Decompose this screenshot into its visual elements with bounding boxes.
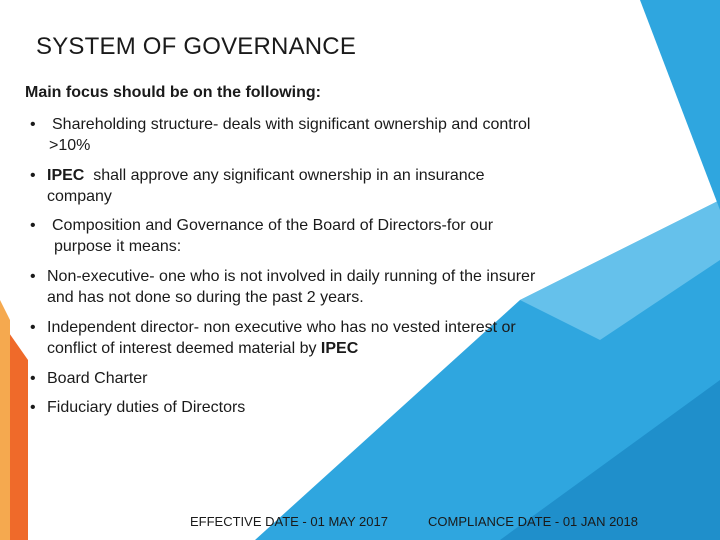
bullet-text-line2-rest: conflict of interest deemed material by (47, 340, 321, 357)
bullet-text-line1: Independent director- non executive who has no vested interest or (47, 319, 516, 336)
bullet-dot: • (30, 268, 36, 285)
bullet-text-line1: Fiduciary duties of Directors (47, 399, 246, 416)
ipec-bold-text: IPEC (47, 167, 85, 184)
effective-date-footer: EFFECTIVE DATE - 01 MAY 2017 (190, 514, 388, 529)
bullet-text-line2: and has not done so during the past 2 years. (47, 289, 364, 306)
bullet-text-line1-rest: shall approve any significant ownership in an insurance (84, 167, 485, 184)
ipec-bold-text: IPEC (320, 340, 359, 357)
bullet-dot: • (30, 399, 36, 416)
bullet-text-line1: Board Charter (47, 370, 148, 387)
bullet-dot: • (30, 116, 36, 133)
compliance-date-footer: COMPLIANCE DATE - 01 JAN 2018 (428, 514, 638, 529)
orange-light-shape (0, 300, 10, 540)
bullet-text-line2: purpose it means: (54, 238, 182, 255)
bullet-dot: • (30, 217, 36, 234)
bullet-text-line1: Shareholding structure- deals with significant ownership and control (52, 116, 531, 133)
bullet-text-line1: Composition and Governance of the Board of Directors-for our (52, 217, 494, 234)
page-title: SYSTEM OF GOVERNANCE (36, 33, 357, 60)
bullet-text-line1: Non-executive- one who is not involved in daily running of the insurer (47, 268, 536, 285)
bullet-dot: • (30, 319, 36, 336)
blue-top-right-shape (640, 0, 720, 210)
bullet-text-line2: company (47, 188, 112, 205)
bullet-dot: • (30, 370, 36, 387)
bullet-text-line2: >10% (49, 137, 91, 154)
bullet-dot: • (30, 167, 36, 184)
focus-heading: Main focus should be on the following: (25, 84, 321, 101)
